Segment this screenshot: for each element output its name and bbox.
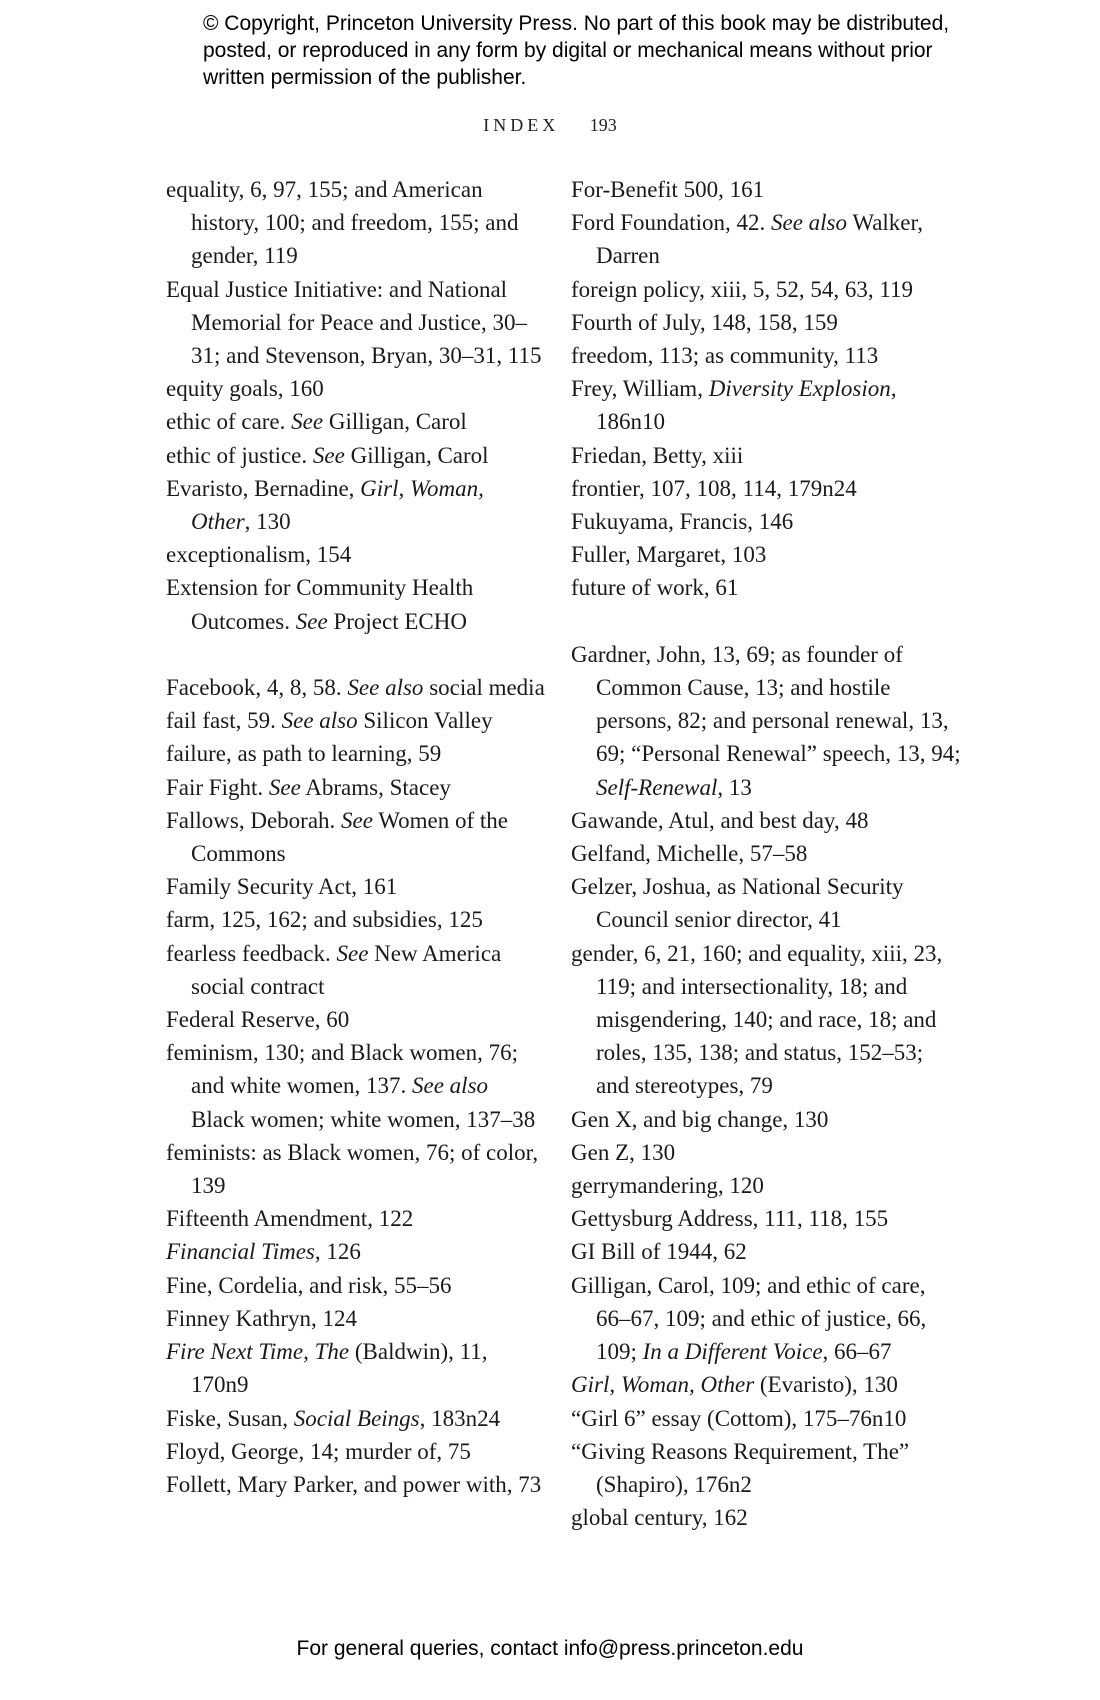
entry-text: fearless feedback. xyxy=(166,940,337,966)
entry-text: Gettysburg Address, 111, 118, 155 xyxy=(571,1206,889,1232)
entry-text: equality, 6, 97, 155; and American history, 100; and freedom, 155; and gender, 119 xyxy=(166,177,519,269)
entry-italic-text: See also xyxy=(347,675,424,701)
entry-text: Fine, Cordelia, and risk, 55–56 xyxy=(166,1272,452,1298)
page-number: 193 xyxy=(589,115,617,135)
entry-italic-text: See xyxy=(268,774,301,800)
index-entry xyxy=(571,173,961,206)
entry-text: Federal Reserve, 60 xyxy=(166,1007,350,1033)
entry-text: Fallows, Deborah. xyxy=(166,807,342,833)
index-entry xyxy=(571,1501,961,1534)
entry-text: Follett, Mary Parker, and power with, 73 xyxy=(166,1471,542,1497)
entry-text: Friedan, Betty, xiii xyxy=(571,442,744,468)
entry-text: , 13 xyxy=(717,774,752,800)
entry-text: Women of the Commons xyxy=(191,807,509,867)
copyright-notice: © Copyright, Princeton University Press. No part of this book may be distributed, posted, or reproduced in any form by digital or mechanical means without prior written permission of the publisher. xyxy=(203,12,950,89)
entry-text: New America social contract xyxy=(191,940,502,999)
entry-text: Gen Z, 130 xyxy=(571,1139,676,1165)
entry-italic-text: See also xyxy=(412,1073,489,1099)
entry-text: Abrams, Stacey xyxy=(300,774,451,800)
index-entry xyxy=(166,1136,546,1202)
index-entry xyxy=(571,1136,961,1169)
entry-text: Gardner, John, 13, 69; as founder of Common Cause, 13; and hostile persons, 82; and personal renewal, 13, 69; “Personal Renewal” speech, 13, 94; xyxy=(571,641,961,767)
index-entry xyxy=(571,1202,961,1235)
index-entry xyxy=(571,339,961,372)
entry-text: Family Security Act, 161 xyxy=(166,874,398,900)
entry-text: , 183n24 xyxy=(419,1405,501,1431)
entry-text: Gen X, and big change, 130 xyxy=(571,1106,829,1132)
contact-footer: For general queries, contact info@press.princeton.edu xyxy=(296,1637,804,1660)
index-entry xyxy=(571,1235,961,1268)
entry-text: Frey, William, xyxy=(571,376,709,402)
entry-text: foreign policy, xiii, 5, 52, 54, 63, 119 xyxy=(571,276,913,302)
entry-italic-text: In a Different Voice xyxy=(642,1339,823,1365)
entry-text: Black women; white women, 137–38 xyxy=(191,1106,536,1132)
letter-group-gap xyxy=(166,638,546,671)
index-column-right xyxy=(571,173,961,1534)
index-entry xyxy=(166,173,546,273)
entry-text: Gelzer, Joshua, as National Security Council senior director, 41 xyxy=(571,874,904,933)
entry-text: feminists: as Black women, 76; of color, 139 xyxy=(166,1139,539,1199)
index-entry xyxy=(571,1435,961,1501)
index-entry xyxy=(571,837,961,870)
index-entry xyxy=(166,737,546,770)
index-entry xyxy=(571,505,961,538)
entry-text: feminism, 130; and Black women, 76; and white women, 137. xyxy=(166,1040,518,1099)
index-entry xyxy=(166,771,546,804)
entry-italic-text: Fire Next Time, The xyxy=(166,1339,350,1365)
entry-text: gender, 6, 21, 160; and equality, xiii, 23, 119; and intersectionality, 18; and misgendering, 140; and race, 18; and roles, 135, 138; and status, 152–53; and stereotypes, 79 xyxy=(571,940,943,1099)
index-entry xyxy=(166,1235,546,1268)
entry-italic-text: See xyxy=(336,940,369,966)
entry-text: global century, 162 xyxy=(571,1505,748,1531)
index-entry xyxy=(166,1435,546,1468)
index-entry xyxy=(166,439,546,472)
index-entry xyxy=(571,1402,961,1435)
entry-italic-text: Self-Renewal xyxy=(596,774,718,800)
index-entry xyxy=(166,870,546,903)
entry-italic-text: See xyxy=(312,442,345,468)
index-entry xyxy=(166,704,546,737)
index-entry xyxy=(571,306,961,339)
entry-text: Extension for Community Health Outcomes. xyxy=(166,575,474,634)
entry-text: Equal Justice Initiative: and National Memorial for Peace and Justice, 30–31; and Stevenson, Bryan, 30–31, 115 xyxy=(166,276,542,369)
index-entry xyxy=(571,372,961,438)
running-head-label: INDEX xyxy=(483,115,560,135)
index-entry xyxy=(166,538,546,571)
index-entry xyxy=(166,1335,546,1401)
index-entry xyxy=(571,206,961,272)
entry-text: Evaristo, Bernadine, xyxy=(166,475,361,501)
entry-italic-text: Financial Times xyxy=(166,1239,315,1265)
index-column-left xyxy=(166,173,546,1501)
index-entry xyxy=(571,1368,961,1401)
entry-italic-text: See xyxy=(291,409,324,435)
entry-text: GI Bill of 1944, 62 xyxy=(571,1239,747,1265)
entry-italic-text: Social Beings xyxy=(293,1405,420,1431)
index-entry xyxy=(166,571,546,637)
index-entry xyxy=(571,538,961,571)
entry-text: Ford Foundation, 42. xyxy=(571,210,771,236)
index-entry xyxy=(571,804,961,837)
index-entry xyxy=(166,903,546,936)
entry-text: Gilligan, Carol xyxy=(344,442,489,468)
entry-text: ethic of justice. xyxy=(166,442,313,468)
index-entry xyxy=(571,1169,961,1202)
index-entry xyxy=(571,439,961,472)
index-entry xyxy=(571,870,961,936)
entry-text: ethic of care. xyxy=(166,409,292,435)
entry-text: Project ECHO xyxy=(327,608,467,634)
index-entry xyxy=(571,638,961,804)
entry-text: social media xyxy=(423,675,545,701)
index-entry xyxy=(571,1269,961,1369)
entry-text: Gilligan, Carol, 109; and ethic of care, 66–67, 109; and ethic of justice, 66, 109; xyxy=(571,1272,927,1365)
index-entry xyxy=(166,273,546,373)
entry-text: Silicon Valley xyxy=(357,708,493,734)
entry-text: exceptionalism, 154 xyxy=(166,542,352,568)
index-entry xyxy=(166,1269,546,1302)
entry-text: Finney Kathryn, 124 xyxy=(166,1305,358,1331)
index-entry xyxy=(166,405,546,438)
entry-text: , 66–67 xyxy=(822,1339,892,1365)
entry-text: Fair Fight. xyxy=(166,774,269,800)
index-entry xyxy=(166,804,546,870)
running-head xyxy=(0,115,1100,136)
entry-text: future of work, 61 xyxy=(571,575,739,601)
entry-text: Gelfand, Michelle, 57–58 xyxy=(571,841,808,867)
entry-text: equity goals, 160 xyxy=(166,376,324,402)
entry-text: Walker, Darren xyxy=(596,210,923,269)
entry-text: gerrymandering, 120 xyxy=(571,1173,764,1199)
entry-text: freedom, 113; as community, 113 xyxy=(571,343,879,369)
letter-group-gap xyxy=(571,605,961,638)
entry-text: “Giving Reasons Requirement, The” (Shapiro), 176n2 xyxy=(571,1438,910,1497)
index-entry xyxy=(166,372,546,405)
index-entry xyxy=(571,472,961,505)
entry-text: Fourth of July, 148, 158, 159 xyxy=(571,309,838,335)
entry-italic-text: See also xyxy=(281,708,358,734)
entry-text: Fukuyama, Francis, 146 xyxy=(571,509,794,535)
entry-text: , 126 xyxy=(314,1239,361,1265)
entry-text: (Baldwin), 11, 170n9 xyxy=(191,1339,488,1398)
entry-text: Floyd, George, 14; murder of, 75 xyxy=(166,1438,471,1464)
entry-text: Facebook, 4, 8, 58. xyxy=(166,675,348,701)
entry-text: “Girl 6” essay (Cottom), 175–76n10 xyxy=(571,1405,907,1431)
entry-text: (Evaristo), 130 xyxy=(754,1372,898,1398)
entry-text: Gilligan, Carol xyxy=(323,409,467,435)
entry-italic-text: Diversity Explosion xyxy=(708,376,891,402)
index-entry xyxy=(166,1003,546,1036)
entry-text: Fuller, Margaret, 103 xyxy=(571,542,767,568)
index-entry xyxy=(166,1202,546,1235)
index-entry xyxy=(166,937,546,1003)
index-entry xyxy=(571,571,961,604)
entry-text: Fiske, Susan, xyxy=(166,1405,294,1431)
entry-italic-text: See xyxy=(341,807,373,833)
index-entry xyxy=(571,1103,961,1136)
entry-text: failure, as path to learning, 59 xyxy=(166,741,442,767)
entry-text: For-Benefit 500, 161 xyxy=(571,177,765,202)
entry-italic-text: Girl, Woman, Other xyxy=(191,475,484,535)
entry-italic-text: See xyxy=(295,608,328,634)
entry-text: , 130 xyxy=(244,509,291,535)
index-entry xyxy=(571,273,961,306)
index-entry xyxy=(166,1036,546,1136)
index-entry xyxy=(166,1402,546,1435)
index-entry xyxy=(166,671,546,704)
entry-text: , 186n10 xyxy=(596,376,897,435)
entry-text: farm, 125, 162; and subsidies, 125 xyxy=(166,907,483,933)
index-entry xyxy=(166,1468,546,1501)
index-entry xyxy=(166,472,546,538)
entry-text: fail fast, 59. xyxy=(166,708,282,734)
entry-italic-text: Girl, Woman, Other xyxy=(571,1372,755,1398)
index-entry xyxy=(571,937,961,1103)
entry-text: Fifteenth Amendment, 122 xyxy=(166,1206,414,1232)
index-entry xyxy=(166,1302,546,1335)
entry-text: Gawande, Atul, and best day, 48 xyxy=(571,807,869,833)
entry-text: frontier, 107, 108, 114, 179n24 xyxy=(571,475,857,501)
entry-italic-text: See also xyxy=(770,210,847,236)
